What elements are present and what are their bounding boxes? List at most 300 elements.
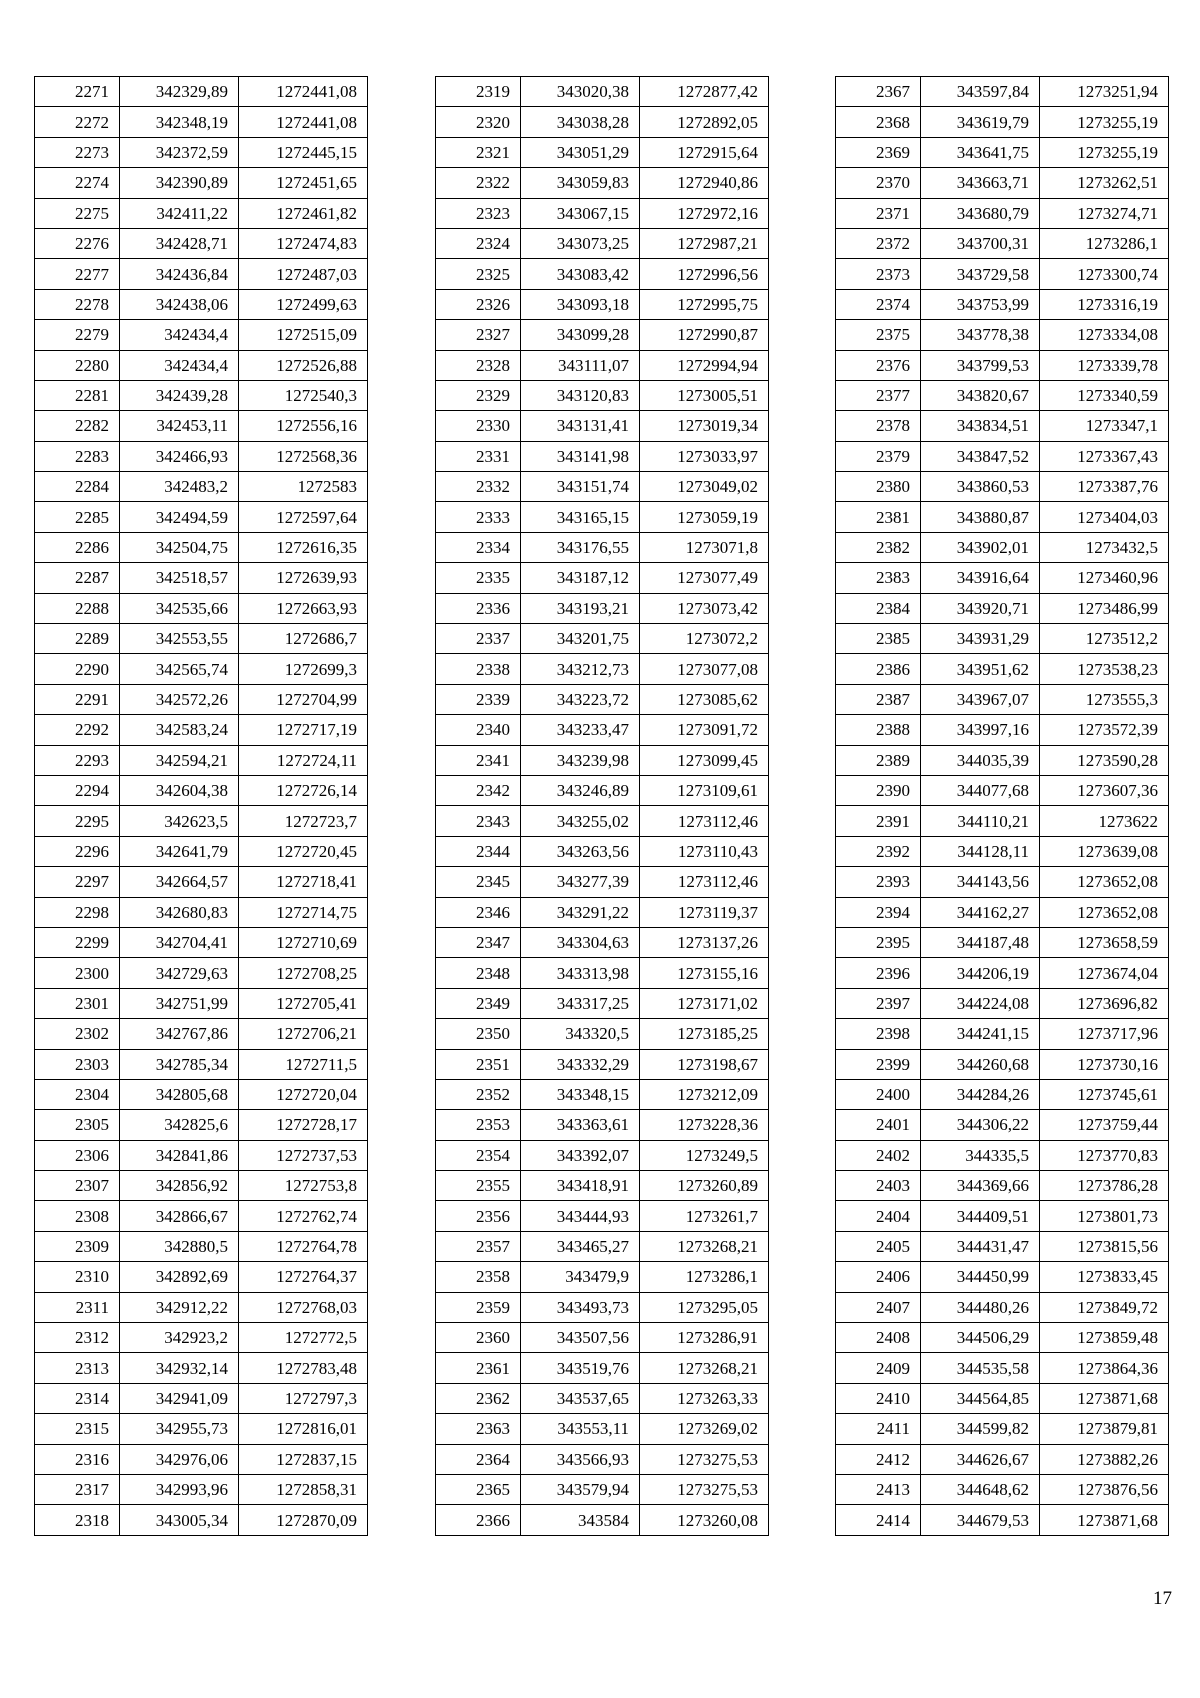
table-row	[836, 441, 1169, 471]
point-number-cell: 2341	[436, 745, 521, 775]
x-coordinate-cell: 342993,96	[120, 1474, 239, 1504]
point-number-cell: 2350	[436, 1019, 521, 1049]
x-coordinate-cell: 343860,53	[921, 472, 1040, 502]
table-row	[35, 775, 368, 805]
point-number-cell: 2328	[436, 350, 521, 380]
x-coordinate-cell: 343193,21	[521, 593, 640, 623]
x-coordinate-cell: 343465,27	[521, 1231, 640, 1261]
table-row	[836, 1383, 1169, 1413]
y-coordinate-cell: 1273652,08	[1040, 867, 1169, 897]
table-row	[35, 107, 368, 137]
y-coordinate-cell: 1273871,68	[1040, 1505, 1169, 1535]
point-number-cell: 2400	[836, 1079, 921, 1109]
y-coordinate-cell: 1272451,65	[239, 168, 368, 198]
y-coordinate-cell: 1273652,08	[1040, 897, 1169, 927]
point-number-cell: 2364	[436, 1444, 521, 1474]
y-coordinate-cell: 1273432,5	[1040, 532, 1169, 562]
point-number-cell: 2402	[836, 1140, 921, 1170]
table-row	[436, 927, 769, 957]
y-coordinate-cell: 1272764,78	[239, 1231, 368, 1261]
y-coordinate-cell: 1272816,01	[239, 1414, 368, 1444]
table-row	[35, 472, 368, 502]
table-row	[836, 1049, 1169, 1079]
x-coordinate-cell: 343619,79	[921, 107, 1040, 137]
x-coordinate-cell: 343663,71	[921, 168, 1040, 198]
x-coordinate-cell: 344260,68	[921, 1049, 1040, 1079]
y-coordinate-cell: 1273590,28	[1040, 745, 1169, 775]
table-row	[836, 228, 1169, 258]
point-number-cell: 2342	[436, 775, 521, 805]
point-number-cell: 2352	[436, 1079, 521, 1109]
y-coordinate-cell: 1273876,56	[1040, 1474, 1169, 1504]
y-coordinate-cell: 1272710,69	[239, 927, 368, 957]
table-row	[436, 897, 769, 927]
table-row	[436, 1474, 769, 1504]
x-coordinate-cell: 342438,06	[120, 289, 239, 319]
point-number-cell: 2394	[836, 897, 921, 927]
y-coordinate-cell: 1272995,75	[640, 289, 769, 319]
y-coordinate-cell: 1272837,15	[239, 1444, 368, 1474]
table-row	[836, 1323, 1169, 1353]
x-coordinate-cell: 342494,59	[120, 502, 239, 532]
point-number-cell: 2317	[35, 1474, 120, 1504]
table-row	[436, 1444, 769, 1474]
x-coordinate-cell: 343392,07	[521, 1140, 640, 1170]
table-row	[436, 775, 769, 805]
table-row	[836, 198, 1169, 228]
x-coordinate-cell: 342912,22	[120, 1292, 239, 1322]
table-row	[836, 1110, 1169, 1140]
point-number-cell: 2405	[836, 1231, 921, 1261]
x-coordinate-cell: 342604,38	[120, 775, 239, 805]
table-row	[35, 77, 368, 107]
point-number-cell: 2378	[836, 411, 921, 441]
table-row	[436, 1201, 769, 1231]
x-coordinate-cell: 342856,92	[120, 1171, 239, 1201]
y-coordinate-cell: 1272723,7	[239, 806, 368, 836]
point-number-cell: 2411	[836, 1414, 921, 1444]
table-row	[836, 775, 1169, 805]
x-coordinate-cell: 343051,29	[521, 137, 640, 167]
y-coordinate-cell: 1273085,62	[640, 684, 769, 714]
point-number-cell: 2301	[35, 988, 120, 1018]
table-row	[836, 411, 1169, 441]
point-number-cell: 2410	[836, 1383, 921, 1413]
x-coordinate-cell: 342553,55	[120, 624, 239, 654]
point-number-cell: 2356	[436, 1201, 521, 1231]
x-coordinate-cell: 343005,34	[120, 1505, 239, 1535]
table-row	[836, 1171, 1169, 1201]
point-number-cell: 2309	[35, 1231, 120, 1261]
y-coordinate-cell: 1272616,35	[239, 532, 368, 562]
y-coordinate-cell: 1273262,51	[1040, 168, 1169, 198]
x-coordinate-cell: 342866,67	[120, 1201, 239, 1231]
x-coordinate-cell: 342623,5	[120, 806, 239, 836]
table-row	[836, 1414, 1169, 1444]
y-coordinate-cell: 1273110,43	[640, 836, 769, 866]
table-row	[35, 988, 368, 1018]
table-row	[35, 1231, 368, 1261]
point-number-cell: 2316	[35, 1444, 120, 1474]
table-row	[35, 380, 368, 410]
x-coordinate-cell: 344409,51	[921, 1201, 1040, 1231]
point-number-cell: 2393	[836, 867, 921, 897]
y-coordinate-cell: 1273019,34	[640, 411, 769, 441]
x-coordinate-cell: 343820,67	[921, 380, 1040, 410]
table-row	[836, 563, 1169, 593]
x-coordinate-cell: 342729,63	[120, 958, 239, 988]
y-coordinate-cell: 1272699,3	[239, 654, 368, 684]
point-number-cell: 2277	[35, 259, 120, 289]
x-coordinate-cell: 343165,15	[521, 502, 640, 532]
y-coordinate-cell: 1273300,74	[1040, 259, 1169, 289]
table-row	[436, 988, 769, 1018]
y-coordinate-cell: 1273275,53	[640, 1474, 769, 1504]
point-number-cell: 2389	[836, 745, 921, 775]
x-coordinate-cell: 343320,5	[521, 1019, 640, 1049]
table-row	[436, 684, 769, 714]
table-row	[836, 77, 1169, 107]
x-coordinate-cell: 342880,5	[120, 1231, 239, 1261]
point-number-cell: 2286	[35, 532, 120, 562]
point-number-cell: 2297	[35, 867, 120, 897]
point-number-cell: 2355	[436, 1171, 521, 1201]
point-number-cell: 2396	[836, 958, 921, 988]
y-coordinate-cell: 1272706,21	[239, 1019, 368, 1049]
table-row	[35, 593, 368, 623]
y-coordinate-cell: 1273071,8	[640, 532, 769, 562]
y-coordinate-cell: 1273572,39	[1040, 715, 1169, 745]
x-coordinate-cell: 343332,29	[521, 1049, 640, 1079]
table-row	[836, 137, 1169, 167]
table-row	[836, 289, 1169, 319]
x-coordinate-cell: 344335,5	[921, 1140, 1040, 1170]
x-coordinate-cell: 342436,84	[120, 259, 239, 289]
x-coordinate-cell: 343212,73	[521, 654, 640, 684]
point-number-cell: 2275	[35, 198, 120, 228]
table-row	[35, 1079, 368, 1109]
y-coordinate-cell: 1272441,08	[239, 107, 368, 137]
y-coordinate-cell: 1272972,16	[640, 198, 769, 228]
y-coordinate-cell: 1273786,28	[1040, 1171, 1169, 1201]
table-row	[836, 1505, 1169, 1535]
y-coordinate-cell: 1273658,59	[1040, 927, 1169, 957]
page-number: 17	[1153, 1588, 1172, 1609]
x-coordinate-cell: 343507,56	[521, 1323, 640, 1353]
point-number-cell: 2302	[35, 1019, 120, 1049]
point-number-cell: 2408	[836, 1323, 921, 1353]
point-number-cell: 2388	[836, 715, 921, 745]
y-coordinate-cell: 1272556,16	[239, 411, 368, 441]
point-number-cell: 2318	[35, 1505, 120, 1535]
y-coordinate-cell: 1273072,2	[640, 624, 769, 654]
x-coordinate-cell: 343920,71	[921, 593, 1040, 623]
x-coordinate-cell: 343579,94	[521, 1474, 640, 1504]
x-coordinate-cell: 343967,07	[921, 684, 1040, 714]
point-number-cell: 2290	[35, 654, 120, 684]
x-coordinate-cell: 344143,56	[921, 867, 1040, 897]
x-coordinate-cell: 342453,11	[120, 411, 239, 441]
y-coordinate-cell: 1272461,82	[239, 198, 368, 228]
y-coordinate-cell: 1273251,94	[1040, 77, 1169, 107]
y-coordinate-cell: 1273268,21	[640, 1353, 769, 1383]
table-row	[436, 836, 769, 866]
point-number-cell: 2298	[35, 897, 120, 927]
point-number-cell: 2358	[436, 1262, 521, 1292]
table-row	[35, 806, 368, 836]
y-coordinate-cell: 1273091,72	[640, 715, 769, 745]
y-coordinate-cell: 1272726,14	[239, 775, 368, 805]
point-number-cell: 2374	[836, 289, 921, 319]
x-coordinate-cell: 343553,11	[521, 1414, 640, 1444]
table-row	[35, 958, 368, 988]
table-row	[836, 502, 1169, 532]
x-coordinate-cell: 342955,73	[120, 1414, 239, 1444]
point-number-cell: 2345	[436, 867, 521, 897]
table-row	[436, 1110, 769, 1140]
point-number-cell: 2406	[836, 1262, 921, 1292]
table-row	[836, 867, 1169, 897]
table-row	[836, 1019, 1169, 1049]
point-number-cell: 2280	[35, 350, 120, 380]
x-coordinate-cell: 342941,09	[120, 1383, 239, 1413]
point-number-cell: 2371	[836, 198, 921, 228]
point-number-cell: 2403	[836, 1171, 921, 1201]
table-row	[836, 1474, 1169, 1504]
table-row	[836, 472, 1169, 502]
table-row	[836, 624, 1169, 654]
point-number-cell: 2325	[436, 259, 521, 289]
table-row	[35, 745, 368, 775]
table-row	[436, 289, 769, 319]
point-number-cell: 2390	[836, 775, 921, 805]
y-coordinate-cell: 1272445,15	[239, 137, 368, 167]
x-coordinate-cell: 343519,76	[521, 1353, 640, 1383]
table-row	[836, 1140, 1169, 1170]
y-coordinate-cell: 1272915,64	[640, 137, 769, 167]
x-coordinate-cell: 342680,83	[120, 897, 239, 927]
point-number-cell: 2382	[836, 532, 921, 562]
point-number-cell: 2310	[35, 1262, 120, 1292]
table-row	[35, 1474, 368, 1504]
table-row	[836, 320, 1169, 350]
table-row	[836, 745, 1169, 775]
x-coordinate-cell: 343239,98	[521, 745, 640, 775]
point-number-cell: 2274	[35, 168, 120, 198]
y-coordinate-cell: 1273286,91	[640, 1323, 769, 1353]
table-row	[836, 1079, 1169, 1109]
y-coordinate-cell: 1272720,04	[239, 1079, 368, 1109]
y-coordinate-cell: 1273255,19	[1040, 137, 1169, 167]
x-coordinate-cell: 344450,99	[921, 1262, 1040, 1292]
point-number-cell: 2385	[836, 624, 921, 654]
x-coordinate-cell: 343059,83	[521, 168, 640, 198]
y-coordinate-cell: 1273833,45	[1040, 1262, 1169, 1292]
x-coordinate-cell: 342751,99	[120, 988, 239, 1018]
table-row	[436, 715, 769, 745]
x-coordinate-cell: 343584	[521, 1505, 640, 1535]
x-coordinate-cell: 343151,74	[521, 472, 640, 502]
y-coordinate-cell: 1273109,61	[640, 775, 769, 805]
y-coordinate-cell: 1273607,36	[1040, 775, 1169, 805]
y-coordinate-cell: 1273347,1	[1040, 411, 1169, 441]
y-coordinate-cell: 1272720,45	[239, 836, 368, 866]
y-coordinate-cell: 1273801,73	[1040, 1201, 1169, 1231]
x-coordinate-cell: 344506,29	[921, 1323, 1040, 1353]
x-coordinate-cell: 344241,15	[921, 1019, 1040, 1049]
y-coordinate-cell: 1273674,04	[1040, 958, 1169, 988]
x-coordinate-cell: 342892,69	[120, 1262, 239, 1292]
y-coordinate-cell: 1273849,72	[1040, 1292, 1169, 1322]
point-number-cell: 2329	[436, 380, 521, 410]
point-number-cell: 2366	[436, 1505, 521, 1535]
y-coordinate-cell: 1273717,96	[1040, 1019, 1169, 1049]
point-number-cell: 2334	[436, 532, 521, 562]
point-number-cell: 2347	[436, 927, 521, 957]
point-number-cell: 2362	[436, 1383, 521, 1413]
table-row	[436, 1231, 769, 1261]
x-coordinate-cell: 343131,41	[521, 411, 640, 441]
y-coordinate-cell: 1272487,03	[239, 259, 368, 289]
x-coordinate-cell: 343093,18	[521, 289, 640, 319]
y-coordinate-cell: 1273260,08	[640, 1505, 769, 1535]
table-row	[35, 1110, 368, 1140]
point-number-cell: 2308	[35, 1201, 120, 1231]
y-coordinate-cell: 1273879,81	[1040, 1414, 1169, 1444]
x-coordinate-cell: 343753,99	[921, 289, 1040, 319]
y-coordinate-cell: 1272768,03	[239, 1292, 368, 1322]
point-number-cell: 2339	[436, 684, 521, 714]
table-row	[836, 1353, 1169, 1383]
x-coordinate-cell: 343537,65	[521, 1383, 640, 1413]
y-coordinate-cell: 1272892,05	[640, 107, 769, 137]
y-coordinate-cell: 1273339,78	[1040, 350, 1169, 380]
point-number-cell: 2387	[836, 684, 921, 714]
point-number-cell: 2376	[836, 350, 921, 380]
point-number-cell: 2281	[35, 380, 120, 410]
table-row	[436, 472, 769, 502]
x-coordinate-cell: 343834,51	[921, 411, 1040, 441]
y-coordinate-cell: 1272704,99	[239, 684, 368, 714]
table-row	[836, 684, 1169, 714]
x-coordinate-cell: 344306,22	[921, 1110, 1040, 1140]
table-row	[35, 1171, 368, 1201]
table-row	[35, 1019, 368, 1049]
y-coordinate-cell: 1273228,36	[640, 1110, 769, 1140]
y-coordinate-cell: 1273033,97	[640, 441, 769, 471]
x-coordinate-cell: 344431,47	[921, 1231, 1040, 1261]
x-coordinate-cell: 343778,38	[921, 320, 1040, 350]
point-number-cell: 2282	[35, 411, 120, 441]
table-row	[35, 715, 368, 745]
table-row	[436, 532, 769, 562]
y-coordinate-cell: 1273730,16	[1040, 1049, 1169, 1079]
y-coordinate-cell: 1273112,46	[640, 806, 769, 836]
point-number-cell: 2367	[836, 77, 921, 107]
x-coordinate-cell: 342932,14	[120, 1353, 239, 1383]
table-row	[436, 350, 769, 380]
y-coordinate-cell: 1272994,94	[640, 350, 769, 380]
y-coordinate-cell: 1273486,99	[1040, 593, 1169, 623]
point-number-cell: 2359	[436, 1292, 521, 1322]
point-number-cell: 2331	[436, 441, 521, 471]
x-coordinate-cell: 342785,34	[120, 1049, 239, 1079]
x-coordinate-cell: 342572,26	[120, 684, 239, 714]
x-coordinate-cell: 344187,48	[921, 927, 1040, 957]
x-coordinate-cell: 343363,61	[521, 1110, 640, 1140]
y-coordinate-cell: 1273864,36	[1040, 1353, 1169, 1383]
table-row	[35, 1262, 368, 1292]
point-number-cell: 2321	[436, 137, 521, 167]
table-row	[436, 228, 769, 258]
table-row	[436, 502, 769, 532]
point-number-cell: 2311	[35, 1292, 120, 1322]
point-number-cell: 2414	[836, 1505, 921, 1535]
y-coordinate-cell: 1272797,3	[239, 1383, 368, 1413]
y-coordinate-cell: 1272686,7	[239, 624, 368, 654]
table-row	[836, 897, 1169, 927]
point-number-cell: 2314	[35, 1383, 120, 1413]
table-row	[836, 654, 1169, 684]
table-row	[436, 563, 769, 593]
x-coordinate-cell: 342434,4	[120, 350, 239, 380]
point-number-cell: 2336	[436, 593, 521, 623]
y-coordinate-cell: 1272996,56	[640, 259, 769, 289]
y-coordinate-cell: 1272737,53	[239, 1140, 368, 1170]
y-coordinate-cell: 1273770,83	[1040, 1140, 1169, 1170]
y-coordinate-cell: 1273274,71	[1040, 198, 1169, 228]
x-coordinate-cell: 343277,39	[521, 867, 640, 897]
table-row	[35, 259, 368, 289]
x-coordinate-cell: 343223,72	[521, 684, 640, 714]
point-number-cell: 2398	[836, 1019, 921, 1049]
table-row	[836, 1262, 1169, 1292]
table-row	[836, 958, 1169, 988]
table-row	[436, 593, 769, 623]
x-coordinate-cell: 343233,47	[521, 715, 640, 745]
x-coordinate-cell: 342372,59	[120, 137, 239, 167]
x-coordinate-cell: 343067,15	[521, 198, 640, 228]
y-coordinate-cell: 1272663,93	[239, 593, 368, 623]
table-row	[436, 867, 769, 897]
x-coordinate-cell: 344110,21	[921, 806, 1040, 836]
point-number-cell: 2353	[436, 1110, 521, 1140]
point-number-cell: 2409	[836, 1353, 921, 1383]
y-coordinate-cell: 1273538,23	[1040, 654, 1169, 684]
point-number-cell: 2296	[35, 836, 120, 866]
table-row	[836, 836, 1169, 866]
y-coordinate-cell: 1273759,44	[1040, 1110, 1169, 1140]
table-row	[436, 168, 769, 198]
x-coordinate-cell: 344480,26	[921, 1292, 1040, 1322]
table-row	[35, 1140, 368, 1170]
table-row	[836, 259, 1169, 289]
table-row	[436, 1292, 769, 1322]
x-coordinate-cell: 343255,02	[521, 806, 640, 836]
y-coordinate-cell: 1272441,08	[239, 77, 368, 107]
x-coordinate-cell: 344535,58	[921, 1353, 1040, 1383]
y-coordinate-cell: 1273171,02	[640, 988, 769, 1018]
x-coordinate-cell: 342348,19	[120, 107, 239, 137]
x-coordinate-cell: 342841,86	[120, 1140, 239, 1170]
y-coordinate-cell: 1272764,37	[239, 1262, 368, 1292]
x-coordinate-cell: 342390,89	[120, 168, 239, 198]
y-coordinate-cell: 1273119,37	[640, 897, 769, 927]
table-row	[35, 836, 368, 866]
point-number-cell: 2369	[836, 137, 921, 167]
table-row	[836, 107, 1169, 137]
table-row	[436, 1049, 769, 1079]
